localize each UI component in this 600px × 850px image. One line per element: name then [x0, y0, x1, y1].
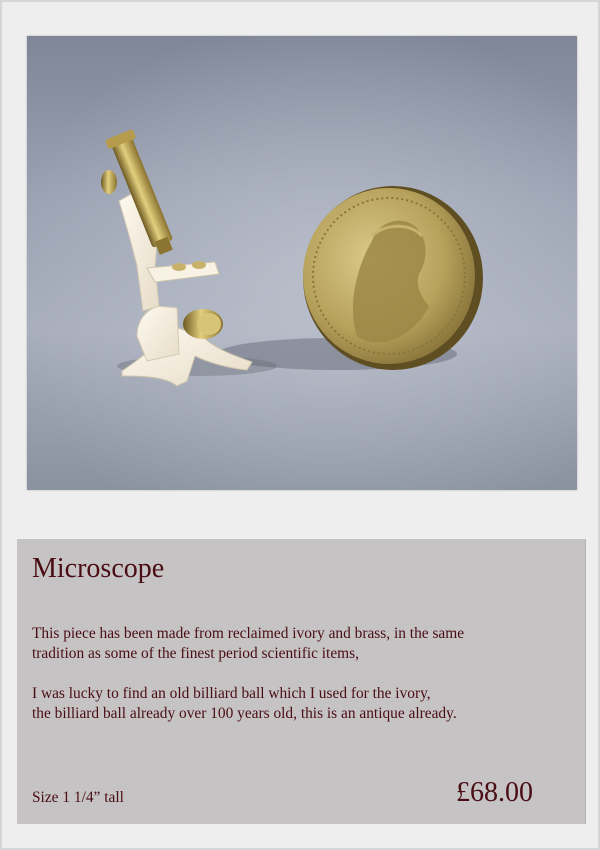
description-line: tradition as some of the finest period scientific items, [32, 645, 359, 662]
description-line: This piece has been made from reclaimed ivory and brass, in the same [32, 625, 465, 642]
product-title: Microscope [32, 553, 165, 584]
coin-graphic [303, 186, 483, 370]
description-paragraph [32, 624, 572, 664]
description-paragraph [32, 684, 572, 724]
product-photo [27, 36, 577, 490]
product-price: £68.00 [456, 777, 533, 808]
description-line: I was lucky to find an old billiard ball which I used for the ivory, [32, 685, 431, 702]
product-info-panel [17, 539, 586, 824]
product-size: Size 1 1/4” tall [32, 789, 124, 806]
description-line: the billiard ball already over 100 years old, this is an antique already. [32, 705, 457, 722]
product-description [32, 624, 572, 744]
